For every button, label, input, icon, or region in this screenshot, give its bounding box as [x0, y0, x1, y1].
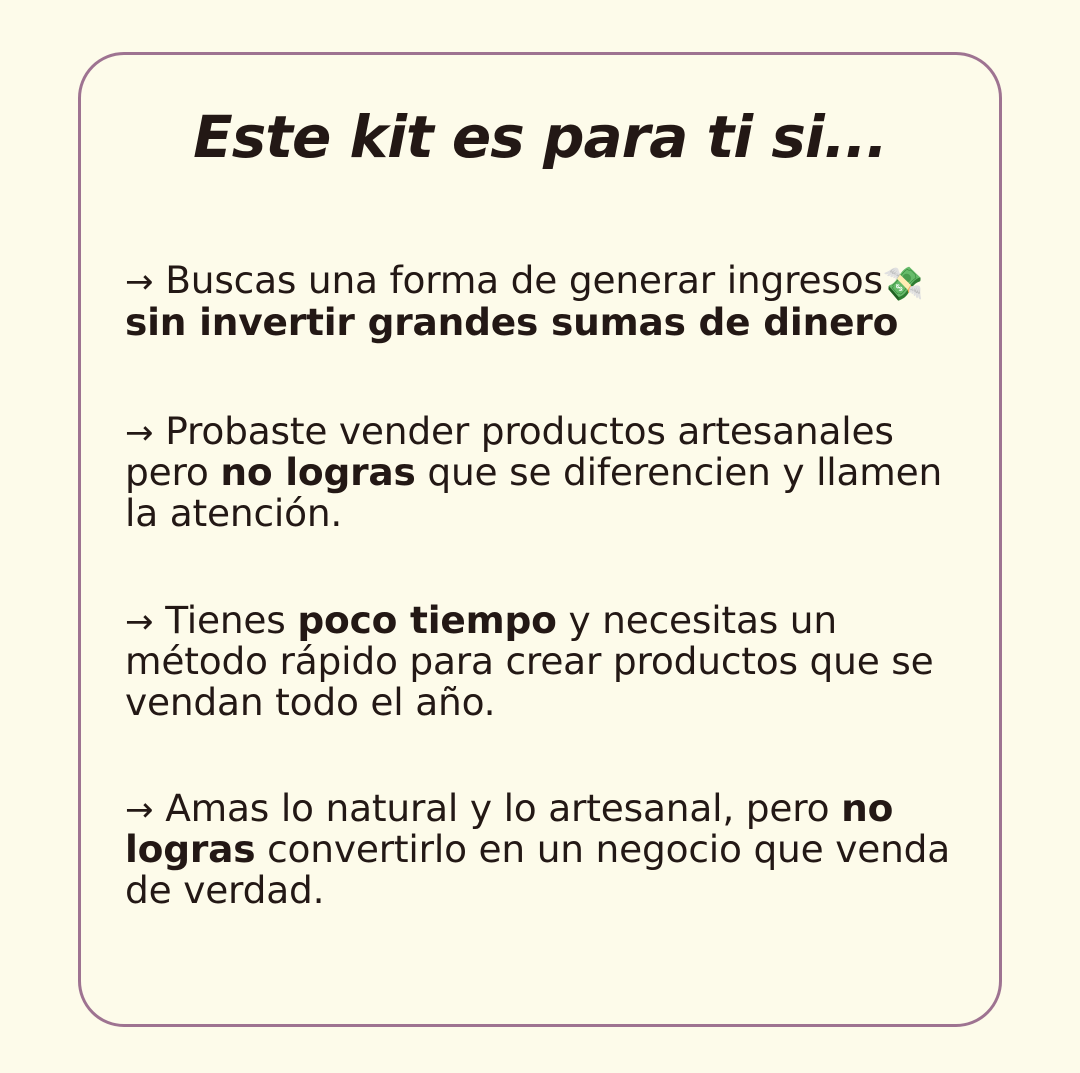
benefit-list	[125, 260, 977, 911]
list-item-text-tail: y necesitas un método rápido para crear productos que se vendan todo el año.	[125, 597, 934, 724]
list-item	[125, 260, 977, 343]
list-item-highlight: no logras	[220, 449, 416, 494]
list-item-text-tail: convertirlo en un negocio que venda de verdad.	[125, 827, 951, 913]
arrow-icon: →	[125, 412, 154, 453]
list-item-text: Probaste vender productos artesanales pero	[125, 408, 894, 494]
list-item	[125, 597, 977, 724]
list-item	[125, 408, 977, 535]
list-item-text: Buscas una forma de generar ingresos	[153, 258, 883, 302]
list-item-highlight: poco tiempo	[297, 597, 557, 642]
arrow-icon: →	[125, 262, 154, 302]
promo-card	[78, 52, 1002, 1027]
arrow-icon: →	[125, 601, 154, 642]
list-item-text: Amas lo natural y lo artesanal, pero	[153, 786, 842, 831]
list-item-highlight: sin invertir grandes sumas de dinero	[125, 299, 899, 344]
list-item-text-tail: que se diferencien y llamen la atención.	[125, 449, 943, 535]
money-emoji-icon: 💸	[882, 264, 924, 303]
list-item	[125, 788, 977, 911]
list-item-text: Tienes	[153, 597, 298, 642]
page-title: Este kit es para ti si...	[193, 103, 887, 171]
list-item-highlight: no logras	[125, 786, 894, 872]
arrow-icon: →	[125, 790, 154, 831]
